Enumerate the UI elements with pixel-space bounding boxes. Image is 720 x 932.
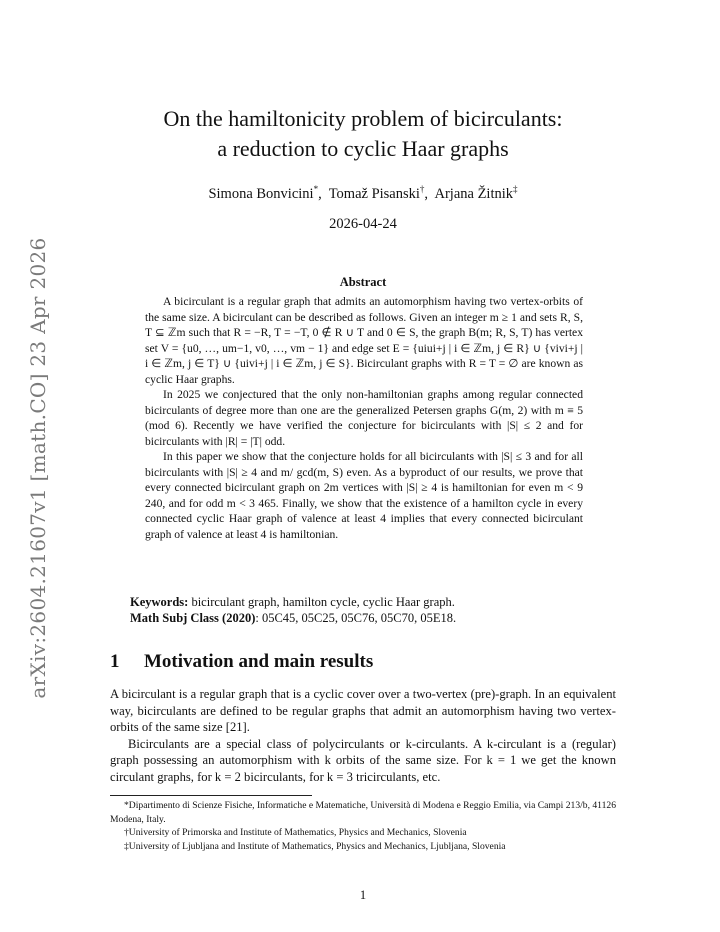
abstract-paragraph-3: In this paper we show that the conjecture holds for all bicirculants with |S| ≤ 3 and for all bicirculants with |S| ≥ 4 and m/ gcd(m, S) even. As a byproduct of our results, we prove that every connected bicirculant graph on 2m vertices with |S| ≥ 4 is hamiltonian for even m < 9 240, and for odd m < 3 465. Finally, we show that the existence of a hamilton cycle in every connected cyclic Haar graph of valence at least 4 implies that every connected bicirculant graph of valence at least 4 is hamiltonian. (145, 450, 583, 541)
abstract-heading: Abstract (339, 275, 387, 289)
body-paragraph-2: Bicirculants are a special class of polycirculants or k-circulants. A k-circulant is a (regular) graph possessing an automorphism with k orbits of the same size. For k = 1 we get the known circulant graphs, for k = 2 bicirculants, for k = 3 tricirculants, etc. (110, 736, 616, 784)
author-list: Simona Bonvicini*, Tomaž Pisanski†, Arjana Žitnik‡ (208, 184, 518, 202)
section-number: 1 (110, 651, 120, 672)
author-2: Tomaž Pisanski (328, 185, 420, 202)
author-1: Simona Bonvicini (208, 185, 314, 202)
section-heading (110, 651, 373, 673)
body-text (110, 686, 616, 785)
title-line-2: a reduction to cyclic Haar graphs (217, 136, 509, 161)
footnotes (110, 799, 616, 853)
keywords-label: Keywords: (130, 595, 189, 609)
footnote-1: *Dipartimento di Scienze Fisiche, Informatiche e Matematiche, Università di Modena e Reggio Emilia, via Campi 213/b, 41126 Modena, Italy. (110, 800, 616, 825)
abstract-paragraph-2: In 2025 we conjectured that the only non-hamiltonian graphs among regular connected bicirculants of degree more than one are the generalized Petersen graphs G(m, 2) with m ≡ 5 (mod 6). Recently we have verified the conjecture for bicirculants with |S| ≤ 2 and for bicirculants with |R| = |T| odd. (145, 388, 583, 448)
section-title: Motivation and main results (144, 651, 374, 672)
body-paragraph-1: A bicirculant is a regular graph that is a cyclic cover over a two-vertex (pre)-graph. In an equivalent way, bicirculants are defined to be regular graphs that admit an automorphism having two vertex-orbits of the same size [21]. (110, 687, 616, 734)
footnote-rule (110, 795, 312, 796)
page-number: 1 (359, 888, 367, 902)
keywords-text: bicirculant graph, hamilton cycle, cyclic Haar graph. (188, 595, 455, 609)
msc-line (130, 610, 590, 626)
abstract-paragraph-1: A bicirculant is a regular graph that admits an automorphism having two vertex-orbits of the same size. A bicirculant can be described as follows. Given an integer m ≥ 1 and sets R, S, T ⊆ ℤm such that R = −R, T = −T, 0 ∉ R ∪ T and 0 ∈ S, the graph B(m; R, S, T) has vertex set V = {u0, …, um−1, v0, …, vm − 1} and edge set E = {uiui+j | i ∈ ℤm, j ∈ R} ∪ {vivi+j | i ∈ ℤm, j ∈ T} ∪ {uivi+j | i ∈ ℤm, j ∈ S}. Bicirculant graphs with R = T = ∅ are known as cyclic Haar graphs. (145, 295, 583, 386)
keywords-line (130, 594, 590, 610)
arxiv-stamp (18, 237, 58, 699)
author-3: Arjana Žitnik (434, 185, 514, 202)
author-1-mark: * (313, 184, 319, 194)
paper-date: 2026-04-24 (329, 216, 397, 232)
paper-title (110, 104, 616, 164)
author-3-mark: ‡ (513, 184, 518, 194)
msc-text: : 05C45, 05C25, 05C76, 05C70, 05E18. (255, 611, 457, 625)
msc-label: Math Subj Class (2020) (130, 611, 256, 625)
abstract-body (145, 294, 583, 542)
keywords-block (130, 594, 590, 626)
arxiv-stamp-text: arXiv:2604.21607v1 [math.CO] 23 Apr 2026 (26, 237, 50, 699)
title-line-1: On the hamiltonicity problem of bicirculants: (163, 106, 563, 131)
author-2-mark: † (419, 184, 425, 194)
footnote-2: †University of Primorska and Institute of Mathematics, Physics and Mechanics, Slovenia (124, 827, 467, 838)
footnote-3: ‡University of Ljubljana and Institute of Mathematics, Physics and Mechanics, Ljubljana, Slovenia (124, 840, 506, 852)
